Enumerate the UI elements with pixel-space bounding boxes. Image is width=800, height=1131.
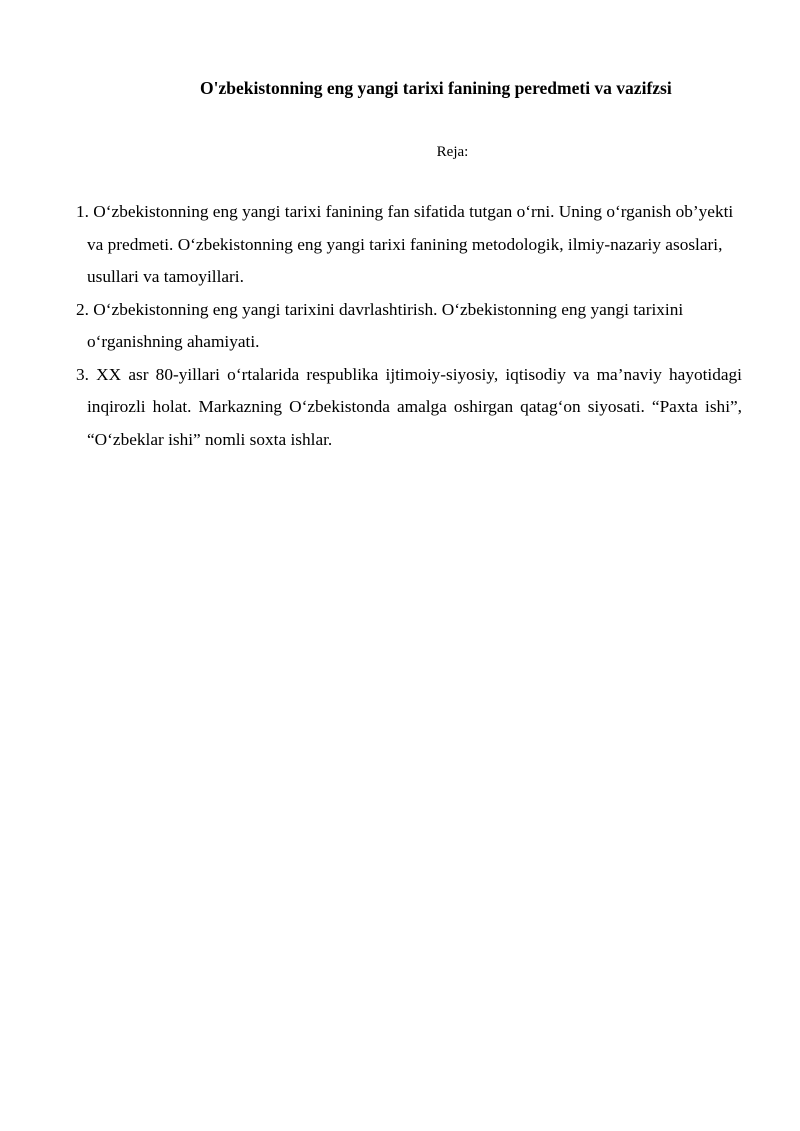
plan-item	[76, 294, 742, 359]
plan-heading: Reja:	[436, 144, 469, 160]
plan-item-number: 3.	[76, 364, 89, 384]
plan-list	[76, 196, 742, 456]
plan-item	[76, 359, 742, 457]
plan-item-text: O‘zbekistonning eng yangi tarixini davrlashtirish. O‘zbekistonning eng yangi tarixini o‘rganishning ahamiyati.	[87, 299, 684, 351]
plan-item-number: 1.	[76, 202, 89, 221]
plan-item	[76, 196, 742, 294]
plan-item-text: O‘zbekistonning eng yangi tarixi fanining fan sifatida tutgan o‘rni. Uning o‘rganish ob’yekti va predmeti. O‘zbekistonning eng yangi tarixi fanining metodologik, ilmiy-nazariy asoslari, usullari va tamoyillari.	[87, 202, 734, 286]
plan-item-number: 2.	[76, 299, 89, 319]
document-title: O'zbekistonning eng yangi tarixi fanining peredmeti va vazifzsi	[200, 78, 672, 98]
plan-item-text: XX asr 80-yillari o‘rtalarida respublika ijtimoiy-siyosiy, iqtisodiy va ma’naviy hayotidagi inqirozli holat. Markazning O‘zbekistonda amalga oshirgan qatag‘on siyosati. “Paxta ishi”, “O‘zbeklar ishi” nomli soxta ishlar.	[87, 364, 742, 449]
